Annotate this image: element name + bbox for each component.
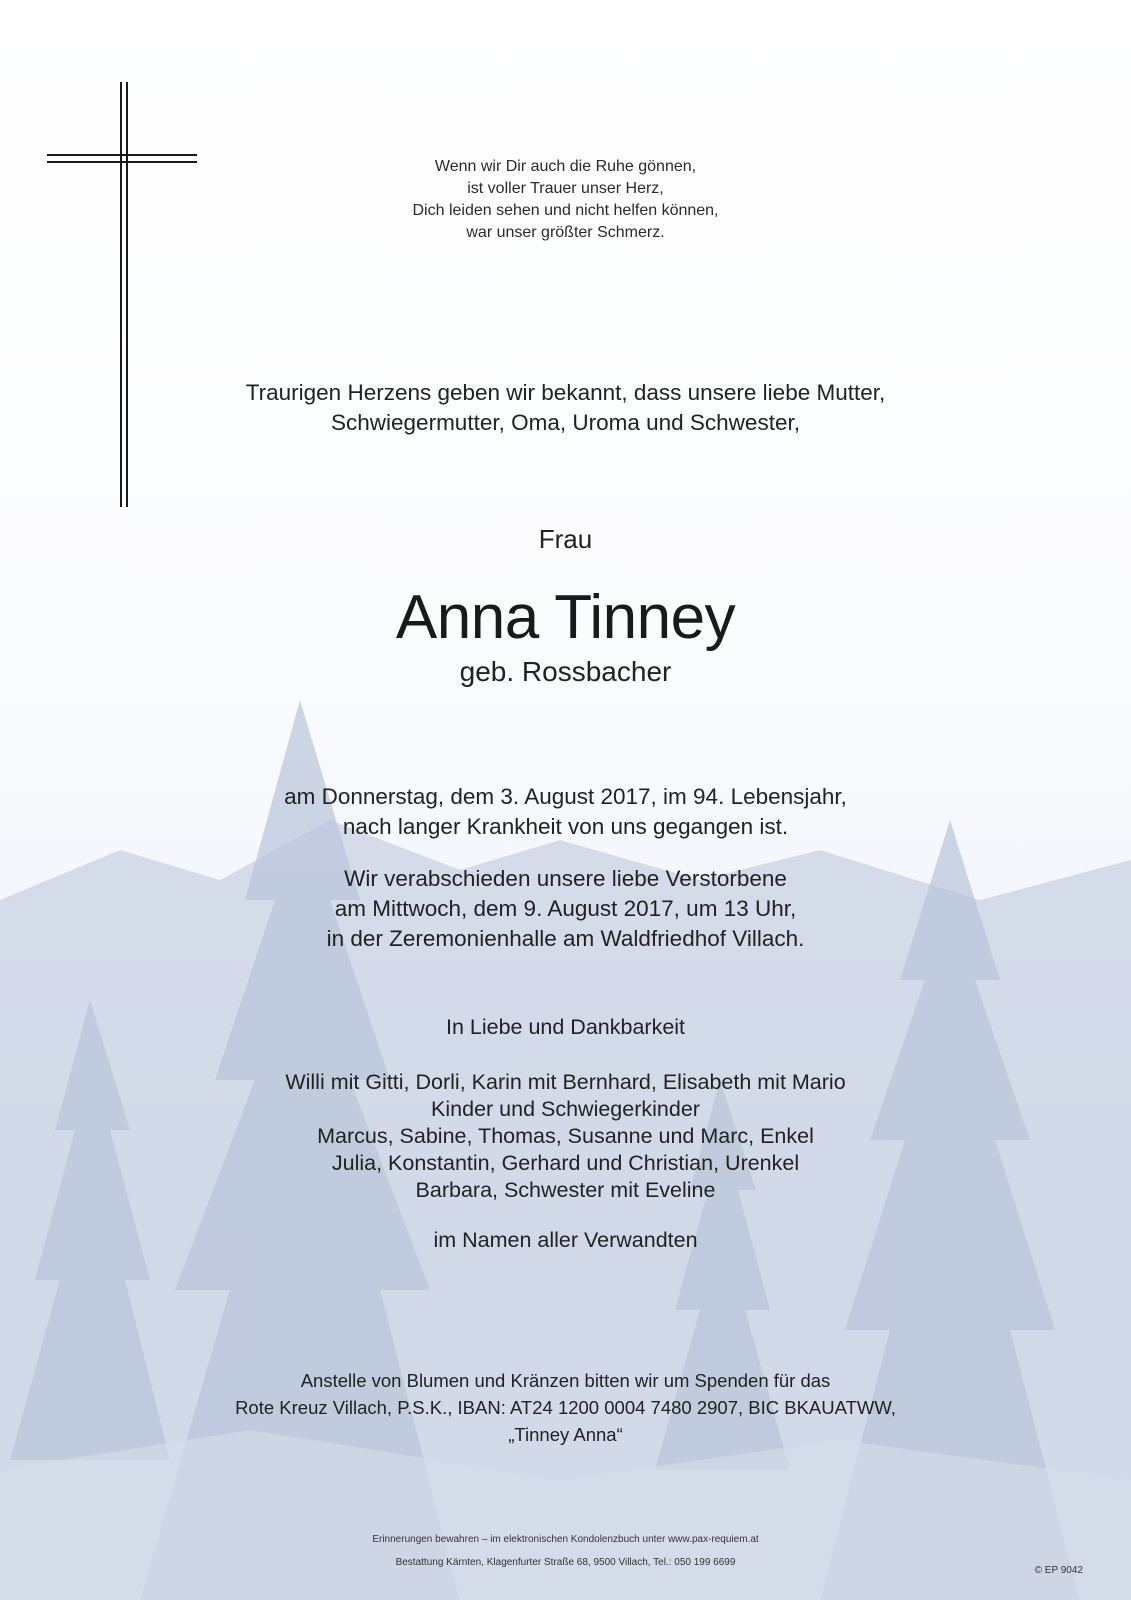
verse-line: war unser größter Schmerz.: [466, 224, 665, 241]
relatives-line: im Namen aller Verwandten: [433, 1228, 698, 1252]
verse-line: Dich leiden sehen und nicht helfen können,: [412, 202, 719, 219]
donation-request: [0, 1367, 1131, 1448]
family-line: Willi mit Gitti, Dorli, Karin mit Bernhard, Elisabeth mit Mario: [285, 1070, 846, 1094]
print-code: © EP 9042: [1034, 1565, 1083, 1576]
condolence-book-note: Erinnerungen bewahren – im elektronischen Kondolenzbuch unter www.pax-requiem.at: [372, 1534, 759, 1545]
death-notice-line: nach langer Krankheit von uns gegangen ist.: [342, 814, 789, 839]
farewell-line: in der Zeremonienhalle am Waldfriedhof Villach.: [326, 926, 805, 951]
family-line: Marcus, Sabine, Thomas, Susanne und Marc, Enkel: [317, 1124, 814, 1148]
donation-line: „Tinney Anna“: [508, 1424, 623, 1445]
salutation: Frau: [538, 524, 593, 554]
footer: [0, 1528, 1131, 1574]
birth-name: geb. Rossbacher: [459, 656, 672, 687]
donation-line: Anstelle von Blumen und Kränzen bitten wir um Spenden für das: [300, 1370, 831, 1391]
undertaker-address: Bestattung Kärnten, Klagenfurter Straße 68, 9500 Villach, Tel.: 050 199 6699: [395, 1557, 736, 1568]
farewell-line: am Mittwoch, dem 9. August 2017, um 13 Uhr,: [334, 896, 797, 921]
cross-icon: [0, 0, 220, 530]
family-line: Barbara, Schwester mit Eveline: [415, 1178, 716, 1202]
deceased-name: Anna Tinney: [395, 583, 736, 652]
farewell-details: [0, 864, 1131, 954]
announcement-line: Schwiegermutter, Oma, Uroma und Schwester,: [331, 410, 800, 435]
closing-phrase: In Liebe und Dankbarkeit: [445, 1015, 686, 1039]
farewell-line: Wir verabschieden unsere liebe Verstorbene: [344, 866, 787, 891]
memorial-verse: [0, 156, 1131, 244]
announcement: [0, 378, 1131, 438]
family-list: [0, 1069, 1131, 1204]
family-line: Julia, Konstantin, Gerhard und Christian, Urenkel: [331, 1151, 800, 1175]
verse-line: Wenn wir Dir auch die Ruhe gönnen,: [434, 158, 697, 175]
donation-line: Rote Kreuz Villach, P.S.K., IBAN: AT24 1200 0004 7480 2907, BIC BKAUATWW,: [235, 1397, 896, 1418]
death-notice-line: am Donnerstag, dem 3. August 2017, im 94. Lebensjahr,: [284, 784, 847, 809]
family-line: Kinder und Schwiegerkinder: [431, 1097, 700, 1121]
verse-line: ist voller Trauer unser Herz,: [467, 180, 664, 197]
announcement-line: Traurigen Herzens geben wir bekannt, dass unsere liebe Mutter,: [245, 380, 886, 405]
death-notice: [0, 782, 1131, 842]
